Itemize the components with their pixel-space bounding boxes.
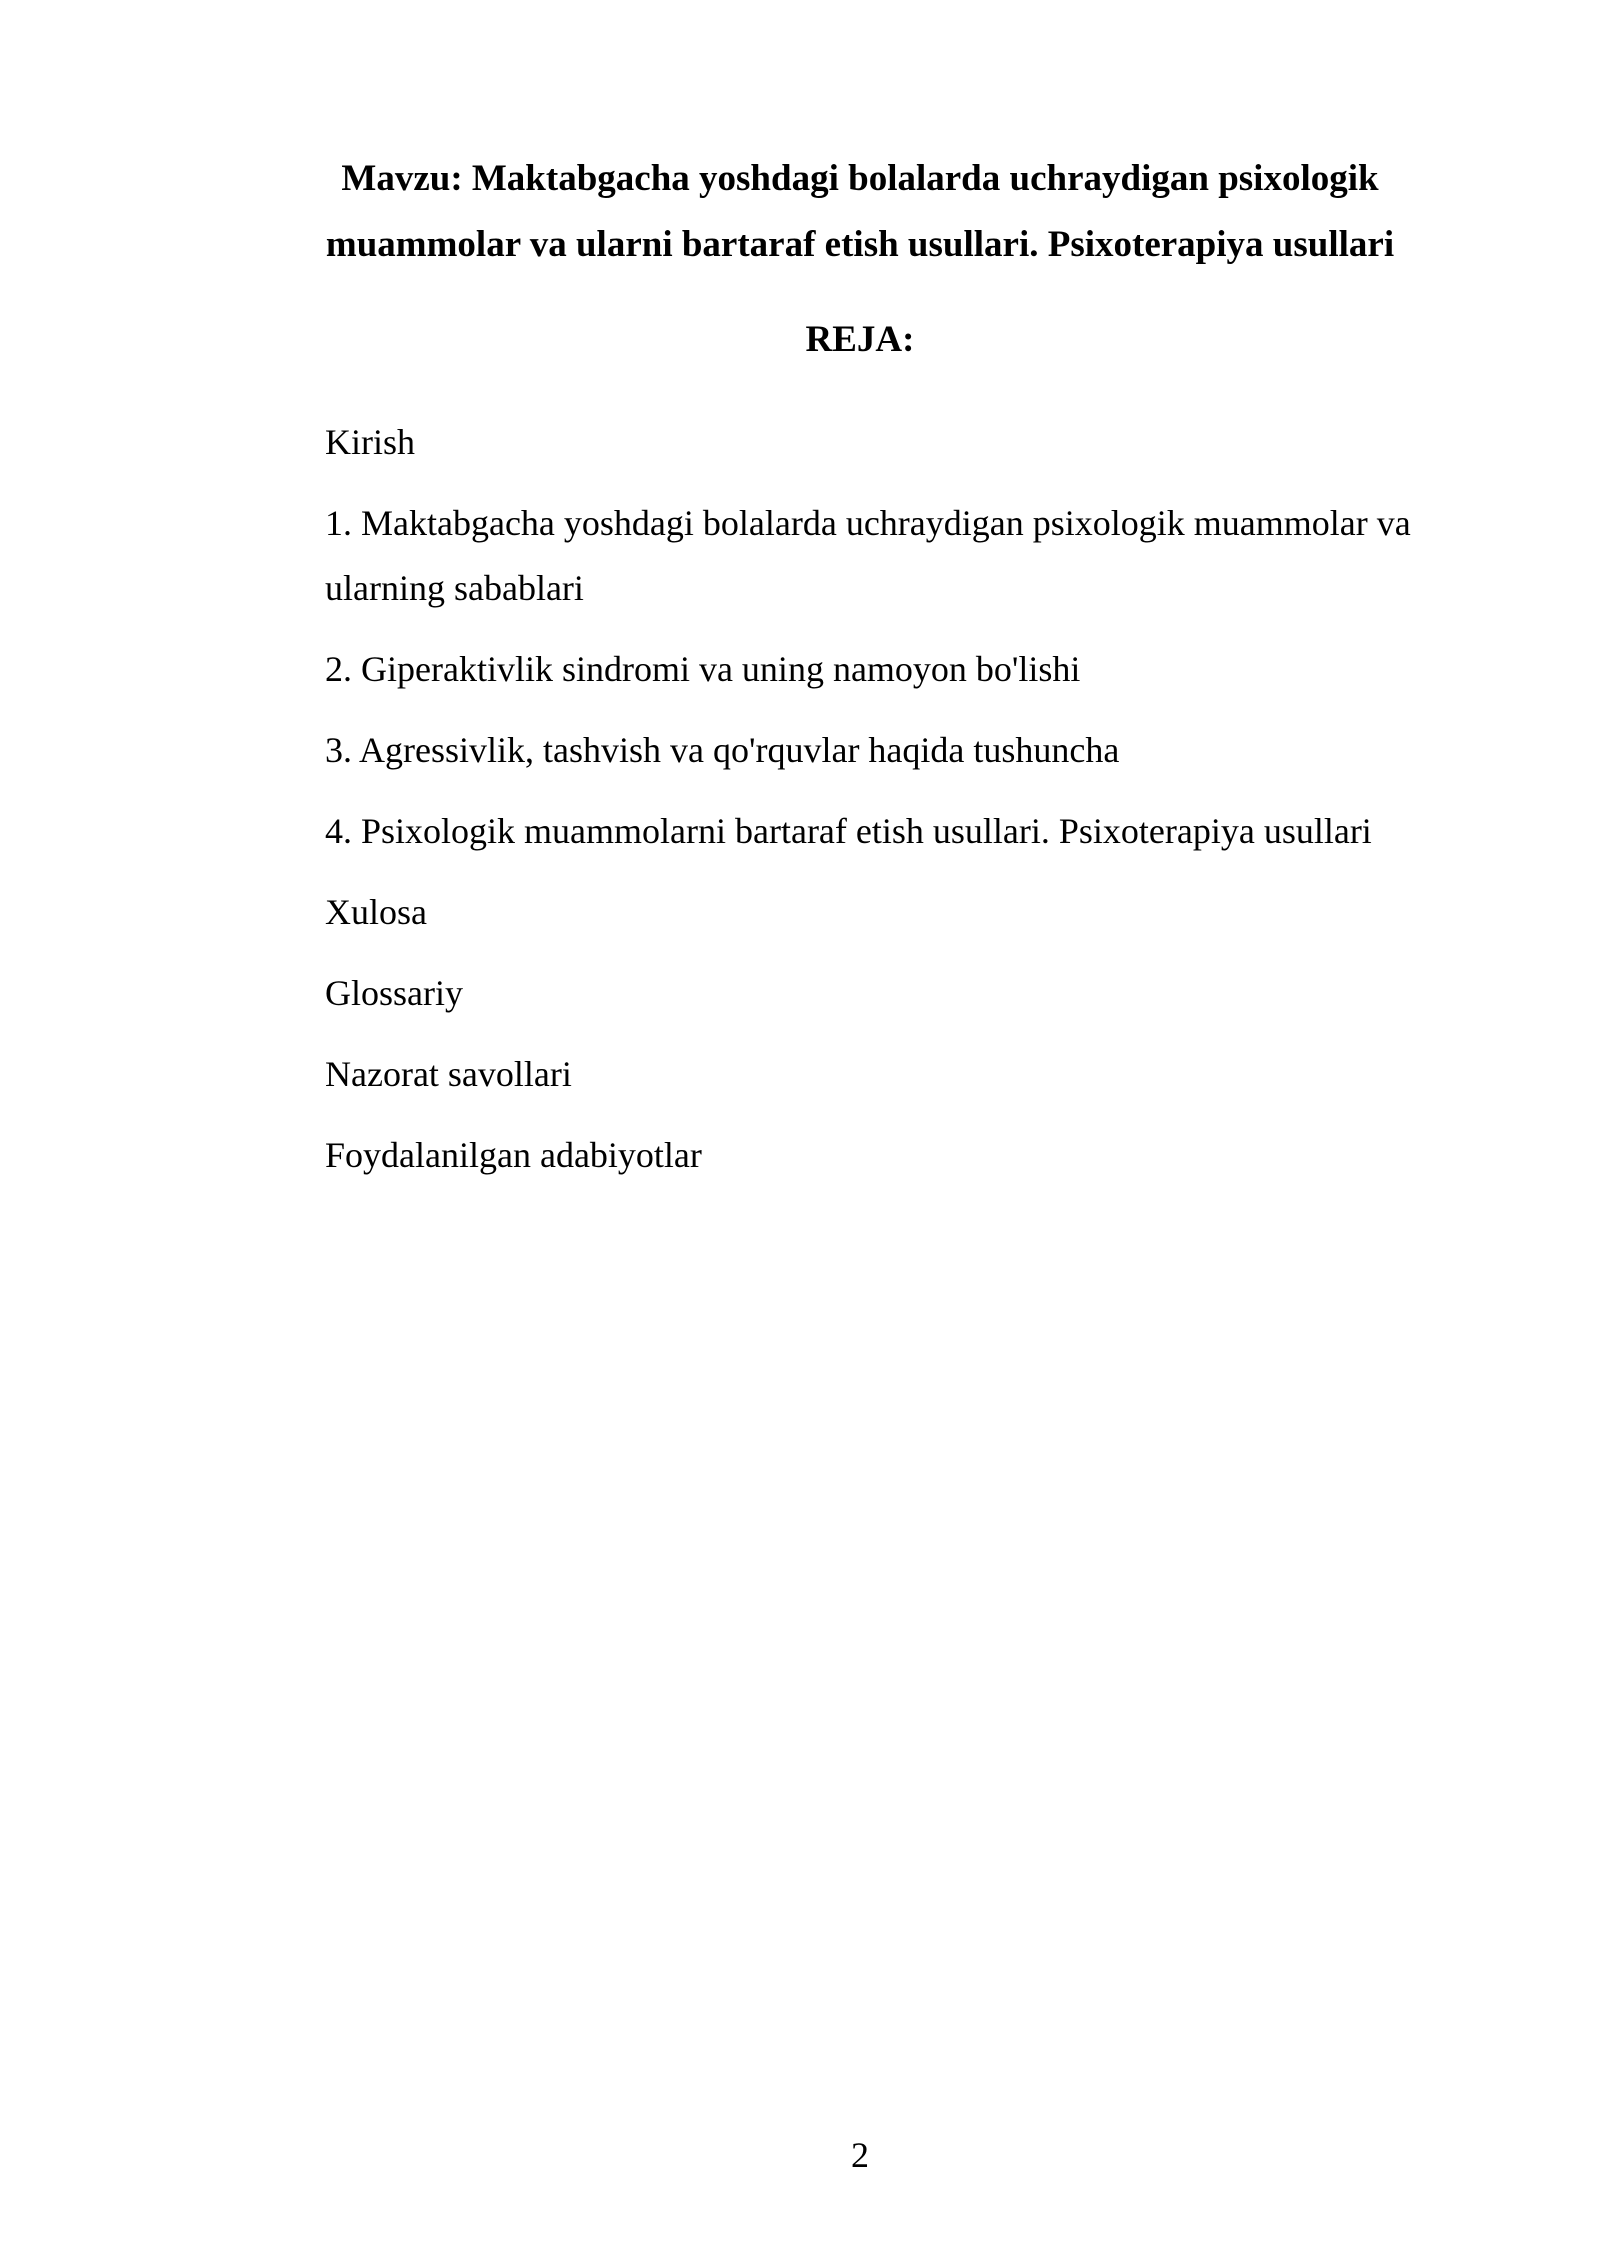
plan-list	[325, 410, 1475, 1204]
plan-item-1: 1. Maktabgacha yoshdagi bolalarda uchraydigan psixologik muammolar va ularning sabablari	[325, 503, 1411, 608]
plan-item-4: 4. Psixologik muammolarni bartaraf etish usullari. Psixoterapiya usullari	[325, 811, 1372, 851]
plan-item-glossary: Glossariy	[325, 973, 463, 1013]
plan-item-control-questions: Nazorat savollari	[325, 1054, 572, 1094]
plan-item-conclusion: Xulosa	[325, 892, 427, 932]
page-number: 2	[851, 2135, 869, 2175]
plan-heading: REJA:	[805, 319, 915, 360]
document-title: Mavzu: Maktabgacha yoshdagi bolalarda uchraydigan psixologik muammolar va ularni bartaraf etish usullari. Psixoterapiya usullari	[325, 158, 1395, 265]
plan-item-3: 3. Agressivlik, tashvish va qo'rquvlar haqida tushuncha	[325, 730, 1120, 770]
plan-item-references: Foydalanilgan adabiyotlar	[325, 1135, 702, 1175]
plan-item-2: 2. Giperaktivlik sindromi va uning namoyon bo'lishi	[325, 649, 1081, 689]
plan-item-introduction: Kirish	[325, 422, 415, 462]
